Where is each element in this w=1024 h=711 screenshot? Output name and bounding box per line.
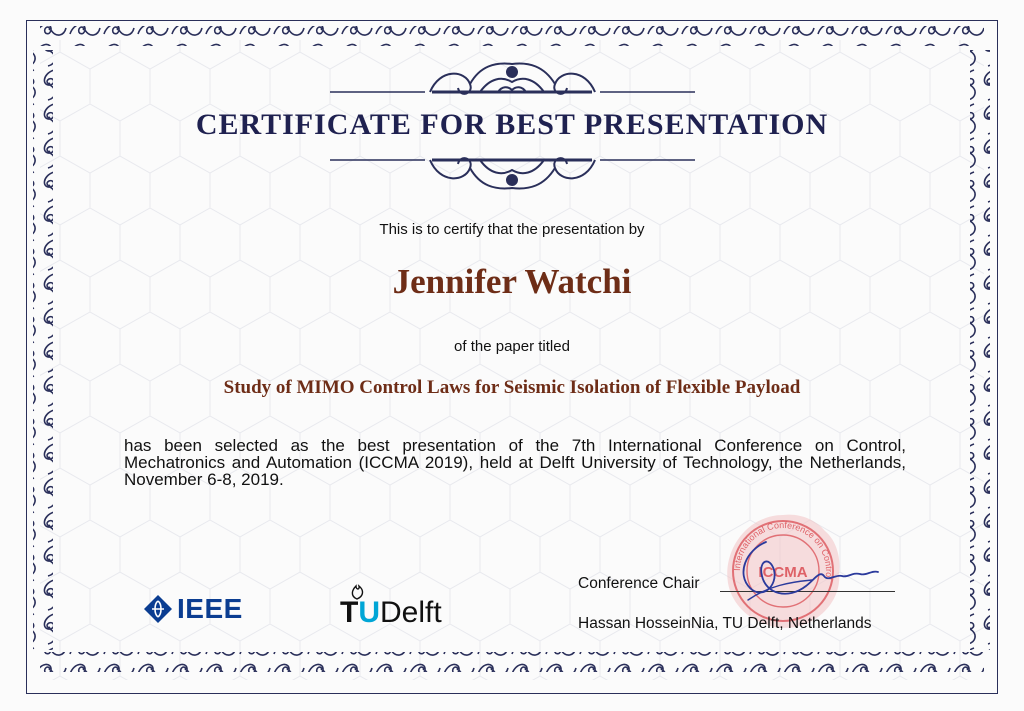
tudelft-delft: Delft xyxy=(380,596,442,629)
tudelft-logo xyxy=(340,584,442,630)
certificate-title: CERTIFICATE FOR BEST PRESENTATION xyxy=(195,108,829,141)
signatory-name: Hassan HosseinNia, TU Delft, Netherlands xyxy=(578,615,872,632)
ieee-wordmark: IEEE xyxy=(177,593,243,624)
signatory-role: Conference Chair xyxy=(578,575,700,592)
paper-label: of the paper titled xyxy=(454,338,570,355)
award-statement: has been selected as the best presentation of the 7th International Conference on Control, Mechatronics and Automation (ICCMA 2019), held at Delft University of Technology, the Netherlands, November 6-8, 2019. xyxy=(124,436,906,489)
ieee-diamond-icon xyxy=(143,594,173,624)
tudelft-t: T xyxy=(340,596,359,629)
seal-text: ICCMA xyxy=(758,564,808,581)
recipient-name: Jennifer Watchi xyxy=(392,262,632,301)
seal-ring-text: International Conference on Control xyxy=(731,519,835,581)
top-ornament-icon xyxy=(330,58,695,102)
paper-title: Study of MIMO Control Laws for Seismic Isolation of Flexible Payload xyxy=(223,377,801,398)
ieee-logo xyxy=(143,592,243,626)
tudelft-u: U xyxy=(358,596,380,629)
bottom-ornament-icon xyxy=(330,150,695,194)
certify-line: This is to certify that the presentation by xyxy=(379,221,645,238)
signature-icon xyxy=(728,530,888,610)
